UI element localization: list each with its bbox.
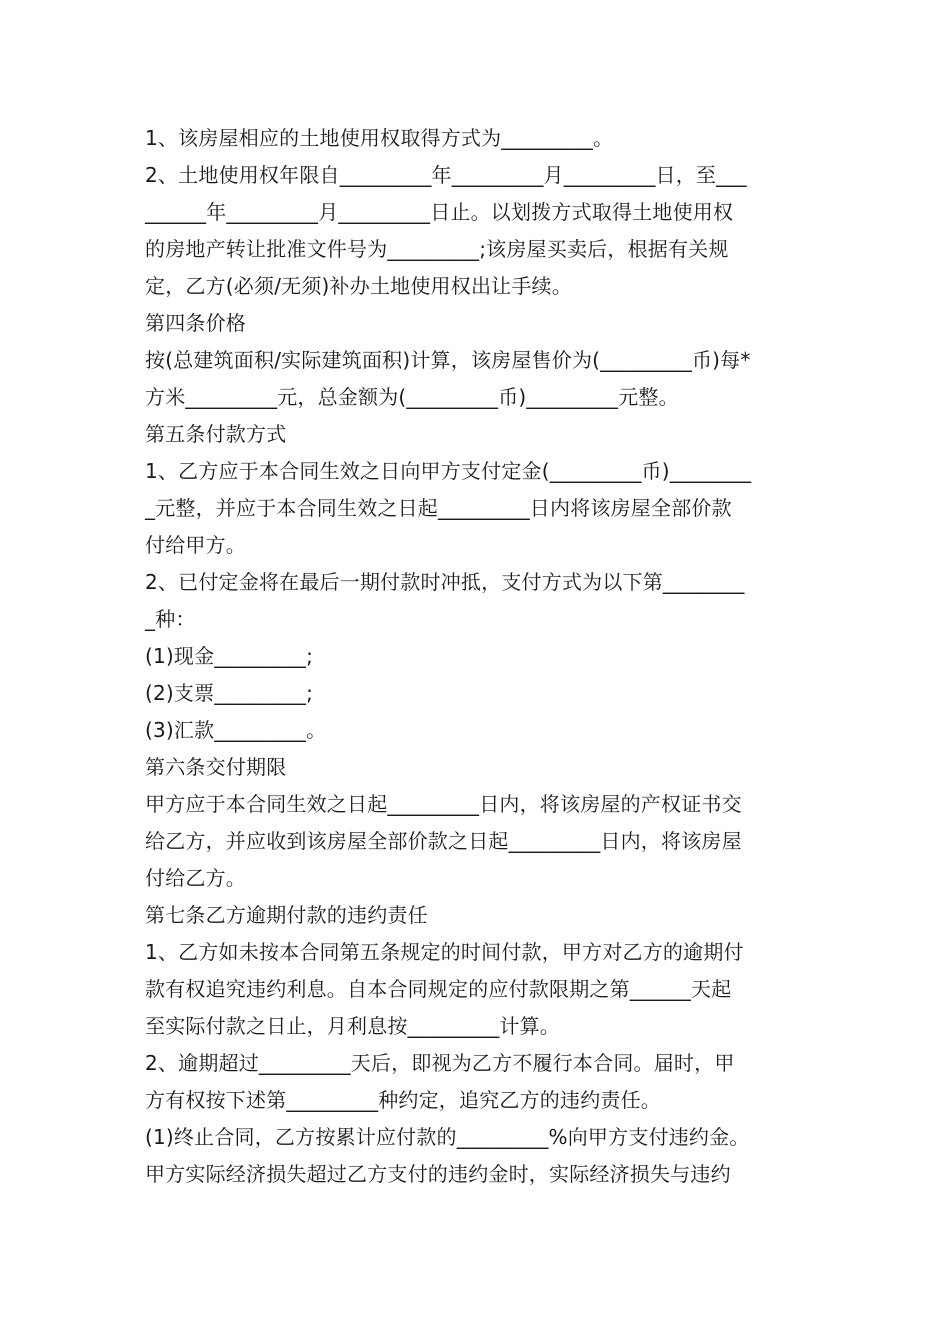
text-line: 付给甲方。 (145, 533, 246, 557)
text-line: 2、逾期超过_________天后，即视为乙方不履行本合同。届时，甲 (145, 1051, 735, 1075)
section-heading-late-payment-liability: 第七条乙方逾期付款的违约责任 (145, 903, 428, 927)
text-line: (1)现金_________; (145, 644, 314, 668)
text-line: 方米_________元，总金额为(_________币)_________元整。 (145, 385, 679, 409)
text-line: (1)终止合同，乙方按累计应付款的_________%向甲方支付违约金。 (145, 1125, 750, 1149)
text-line: 甲方实际经济损失超过乙方支付的违约金时，实际经济损失与违约 (145, 1162, 731, 1186)
text-line: 定，乙方(必须/无须)补办土地使用权出让手续。 (145, 274, 572, 298)
text-line: 1、乙方应于本合同生效之日向甲方支付定金(_________币)________ (145, 459, 752, 483)
section-heading-price: 第四条价格 (145, 311, 246, 335)
text-line: 甲方应于本合同生效之日起_________日内，将该房屋的产权证书交 (145, 792, 742, 816)
section-heading-payment-method: 第五条付款方式 (145, 422, 287, 446)
text-line: 给乙方，并应收到该房屋全部价款之日起_________日内，将该房屋 (145, 829, 742, 853)
text-line: 1、乙方如未按本合同第五条规定的时间付款，甲方对乙方的逾期付 (145, 940, 744, 964)
text-line: ______年_________月_________日止。以划拨方式取得土地使用权 (145, 200, 734, 224)
text-line: 按(总建筑面积/实际建筑面积)计算，该房屋售价为(_________币)每* (145, 348, 751, 372)
text-line: _元整，并应于本合同生效之日起_________日内将该房屋全部价款 (145, 496, 732, 520)
text-line: 1、该房屋相应的土地使用权取得方式为_________。 (145, 126, 614, 150)
text-line: 款有权追究违约利息。自本合同规定的应付款限期之第______天起 (145, 977, 732, 1001)
contract-text-body (145, 120, 807, 1193)
text-line: 至实际付款之日止，月利息按_________计算。 (145, 1014, 560, 1038)
text-line: 付给乙方。 (145, 866, 246, 890)
text-line: 2、已付定金将在最后一期付款时冲抵，支付方式为以下第________ (145, 570, 745, 594)
text-line: 方有权按下述第_________种约定，追究乙方的违约责任。 (145, 1088, 661, 1112)
text-line: _种： (145, 607, 196, 631)
text-line: 的房地产转让批准文件号为_________;该房屋买卖后，根据有关规 (145, 237, 729, 261)
text-line: (3)汇款_________。 (145, 718, 327, 742)
text-line: 2、土地使用权年限自_________年_________月_________日，至___ (145, 163, 747, 187)
text-line: (2)支票_________; (145, 681, 314, 705)
section-heading-delivery-period: 第六条交付期限 (145, 755, 287, 779)
